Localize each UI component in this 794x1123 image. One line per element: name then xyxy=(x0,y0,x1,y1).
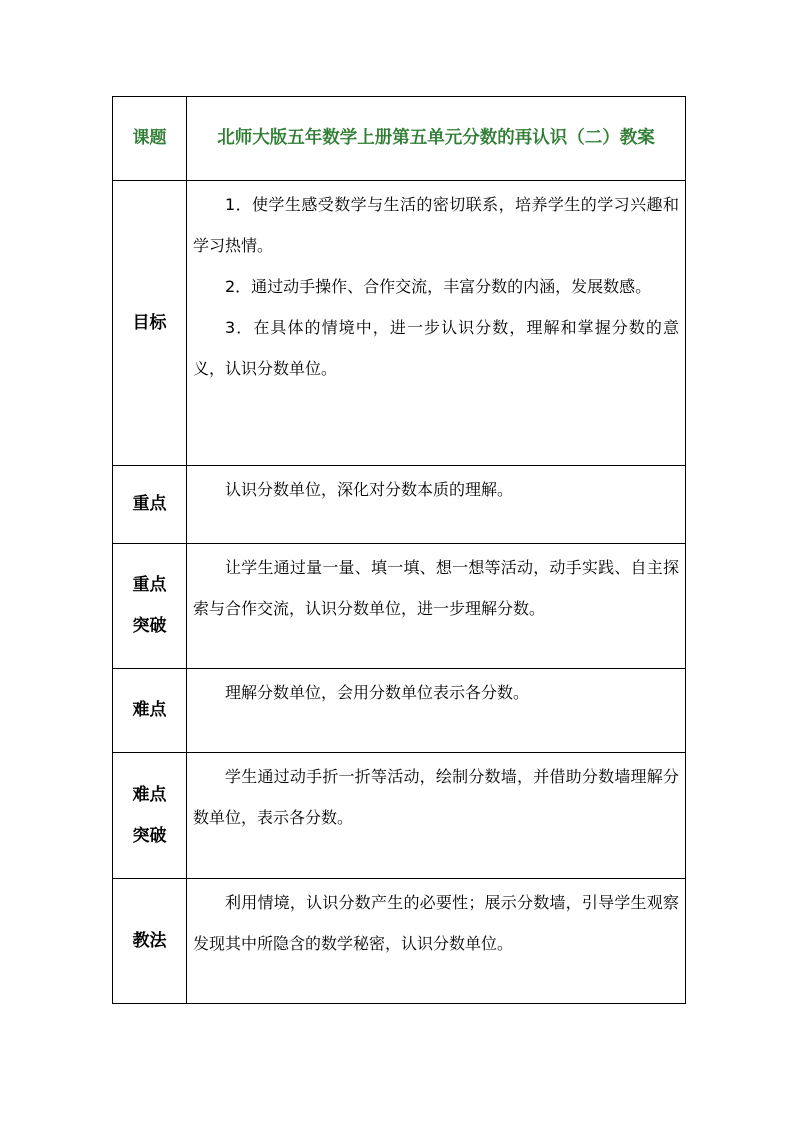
method-label: 教法 xyxy=(113,879,187,1004)
difficulty-content xyxy=(187,669,686,753)
method-text: 利用情境，认识分数产生的必要性；展示分数墙，引导学生观察发现其中所隐含的数学秘密，认识分数单位。 xyxy=(193,893,679,953)
key-breakthrough-label-line1: 重点 xyxy=(132,575,167,595)
difficulty-text: 理解分数单位，会用分数单位表示各分数。 xyxy=(225,683,530,702)
goal-item-2: 2．通过动手操作、合作交流，丰富分数的内涵，发展数感。 xyxy=(225,277,652,296)
difficulty-row xyxy=(113,669,686,753)
key-breakthrough-content xyxy=(187,544,686,669)
key-point-content xyxy=(187,466,686,544)
difficulty-breakthrough-label-line1: 难点 xyxy=(132,784,167,805)
key-breakthrough-text: 让学生通过量一量、填一填、想一想等活动，动手实践、自主探索与合作交流，认识分数单位，进一步理解分数。 xyxy=(193,558,679,618)
key-point-row xyxy=(113,466,686,544)
title-label: 课题 xyxy=(113,97,187,181)
method-row xyxy=(113,879,686,1004)
method-content xyxy=(187,879,686,1004)
goal-item-3: 3．在具体的情境中，进一步认识分数，理解和掌握分数的意义，认识分数单位。 xyxy=(193,318,679,378)
goal-item-1: 1．使学生感受数学与生活的密切联系，培养学生的学习兴趣和学习热情。 xyxy=(193,195,679,255)
goals-label: 目标 xyxy=(113,181,187,466)
key-point-label: 重点 xyxy=(113,466,187,544)
key-breakthrough-label xyxy=(113,544,187,669)
difficulty-breakthrough-label-line2: 突破 xyxy=(132,825,167,846)
difficulty-breakthrough-label xyxy=(113,753,187,879)
key-point-text: 认识分数单位，深化对分数本质的理解。 xyxy=(225,480,514,499)
difficulty-label: 难点 xyxy=(113,669,187,753)
difficulty-breakthrough-content xyxy=(187,753,686,879)
difficulty-breakthrough-text: 学生通过动手折一折等活动，绘制分数墙，并借助分数墙理解分数单位，表示各分数。 xyxy=(193,767,679,827)
difficulty-breakthrough-row xyxy=(113,753,686,879)
key-breakthrough-row xyxy=(113,544,686,669)
title-row xyxy=(113,97,686,181)
goals-content xyxy=(187,181,686,466)
goals-row xyxy=(113,181,686,466)
key-breakthrough-label-line2: 突破 xyxy=(132,616,167,636)
lesson-title: 北师大版五年数学上册第五单元分数的再认识（二）教案 xyxy=(187,97,686,181)
lesson-plan-table xyxy=(112,96,686,1004)
